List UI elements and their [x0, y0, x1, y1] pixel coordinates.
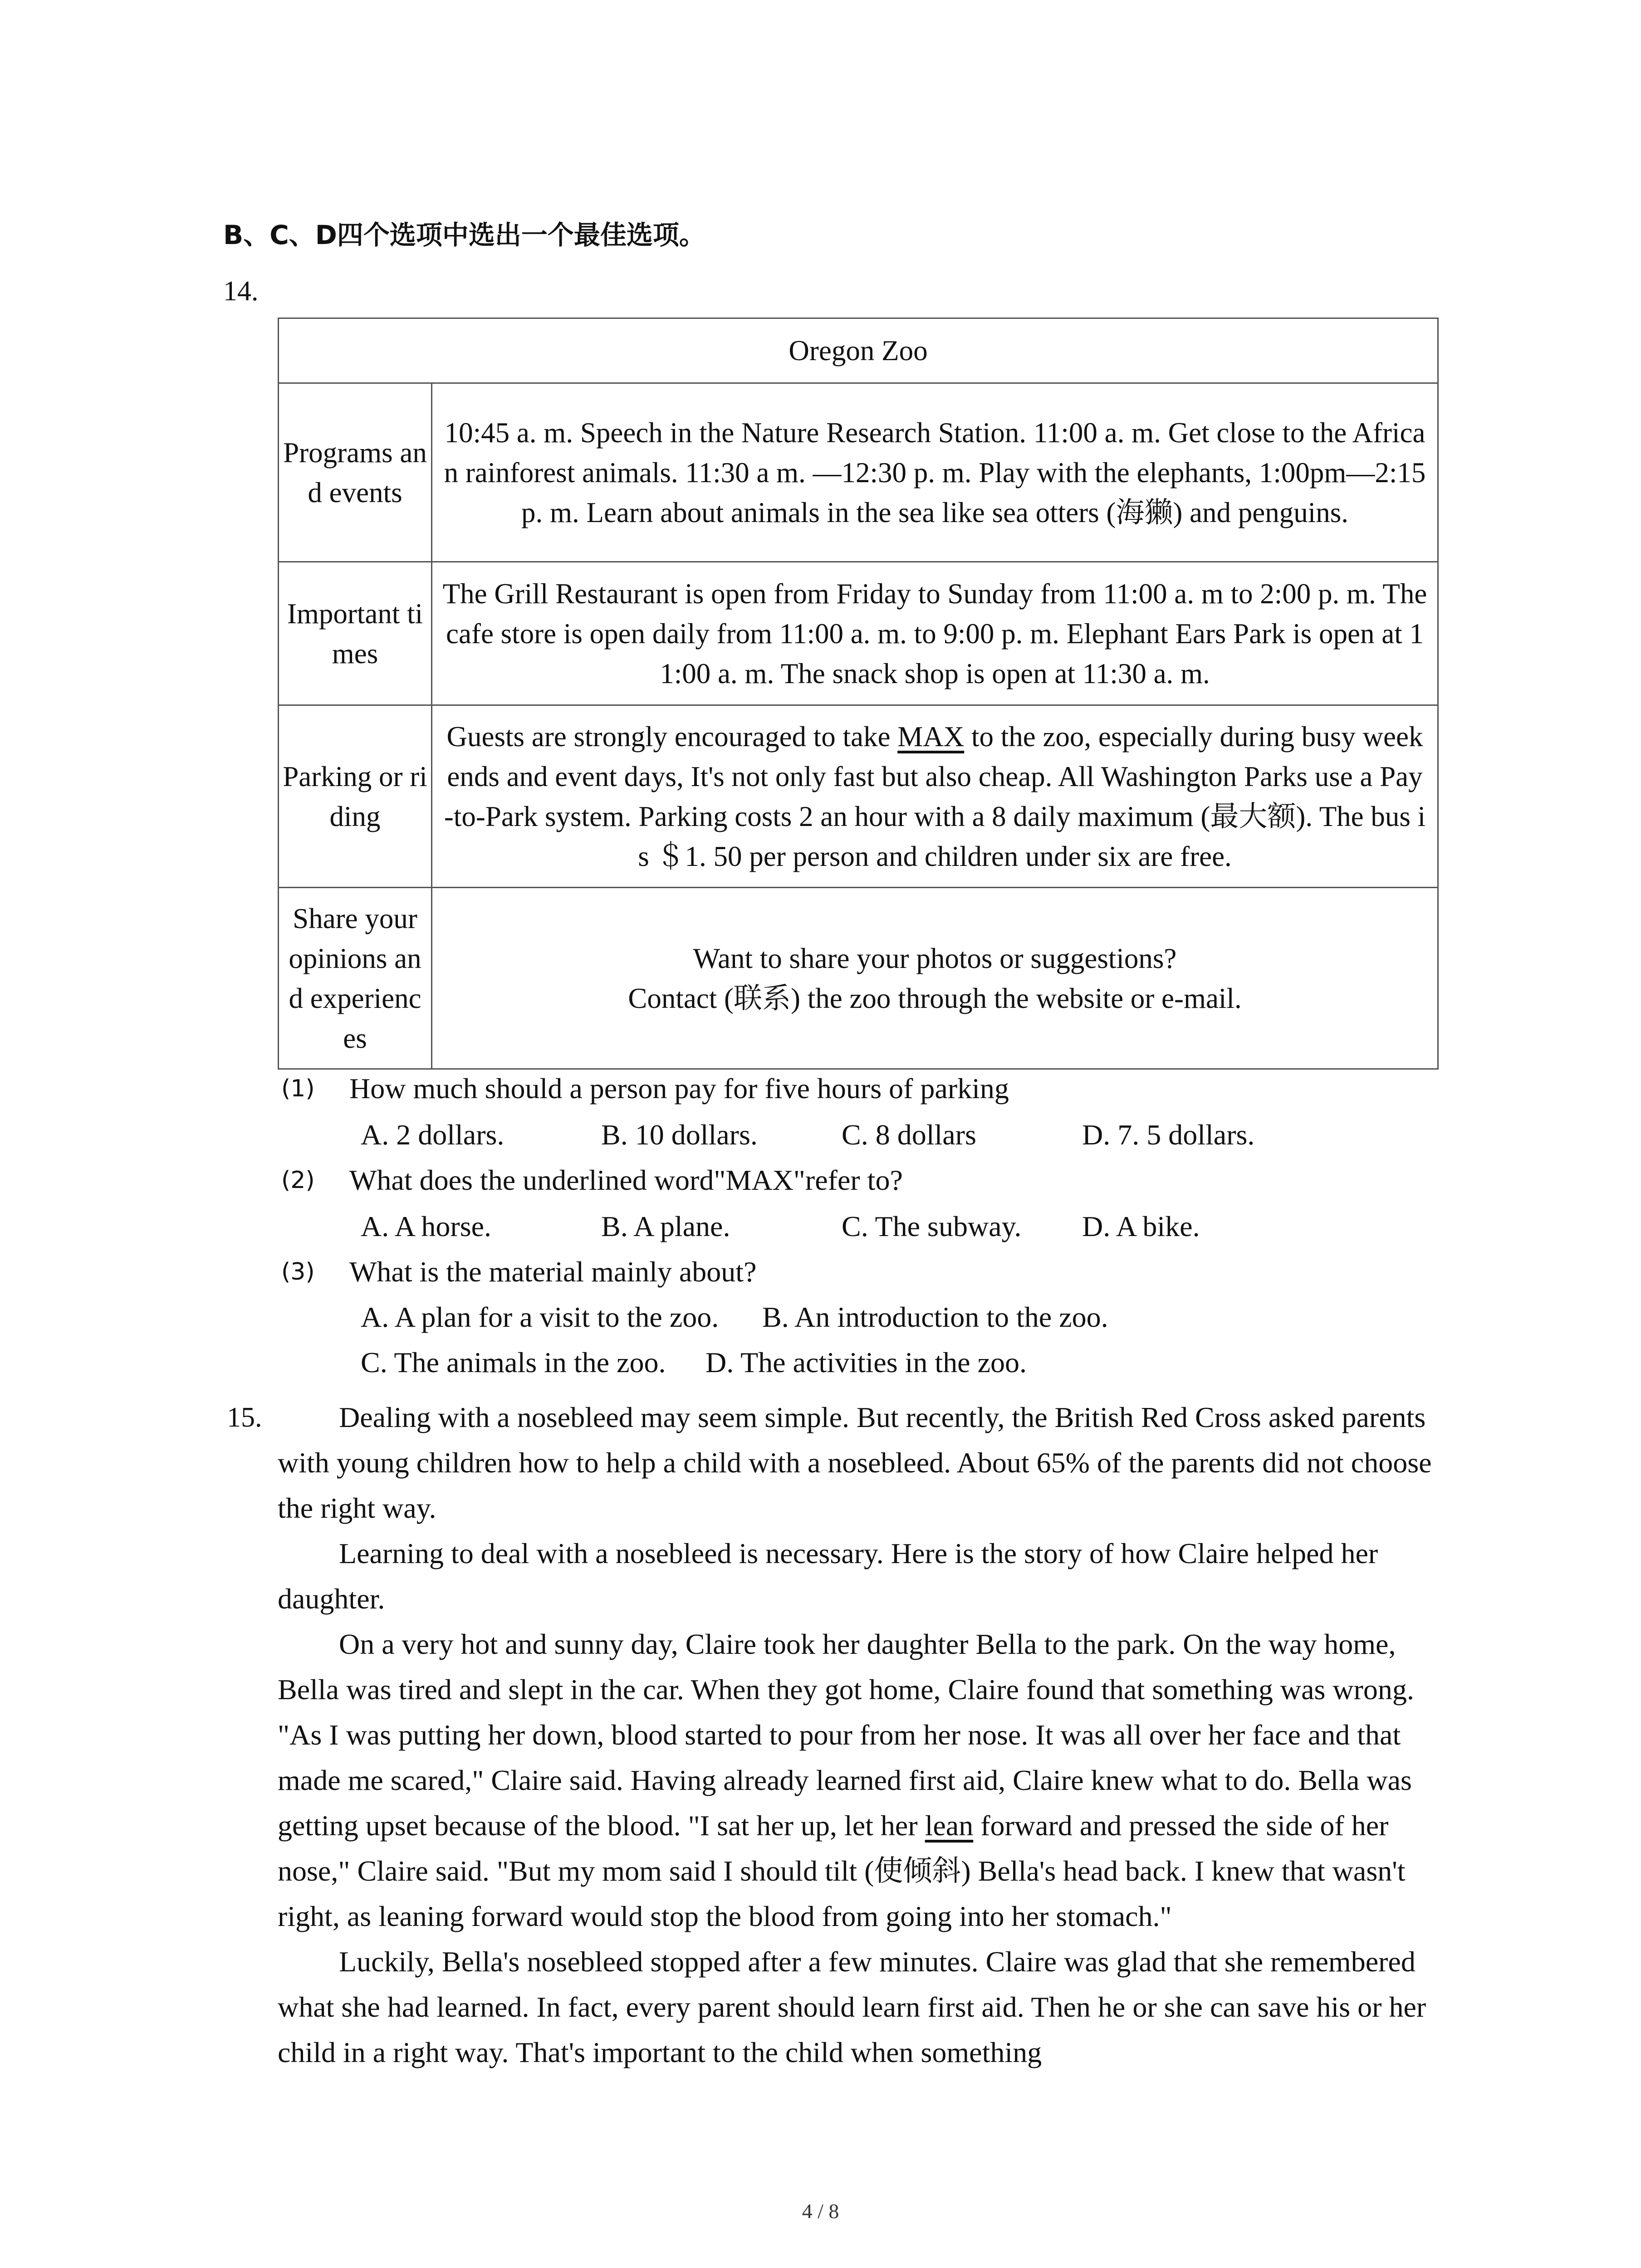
question-1-text: How much should a person pay for five hours of parking	[349, 1072, 1009, 1105]
question-2-mark: (2)	[281, 1167, 315, 1194]
passage-paragraph-3	[278, 1622, 1444, 1939]
question-2-option-a: A. A horse.	[361, 1210, 491, 1242]
passage-paragraph-4: Luckily, Bella's nosebleed stopped after a few minutes. Claire was glad that she remembered what she had learned. In fact, every parent should learn first aid. Then he or she can save his or her child in a right way. That's important to the child when something	[278, 1945, 1426, 2068]
question-2-option-b: B. A plane.	[601, 1210, 730, 1242]
paragraph-3-before: On a very hot and sunny day, Claire took her daughter Bella to the park. On the way home, Bella was tired and slept in the car. When they got home, Claire found that something was wrong. "As I was putting her down, blood started to pour from her nose. It was all over her face and that made me scared," Claire said. Having already learned first aid, Claire knew what to do. Bella was getting upset because of the blood. "I sat her up, let her	[278, 1628, 1414, 1842]
underlined-word-max: MAX	[897, 720, 965, 753]
row-label-share: Share your opinions and experiences	[279, 888, 432, 1069]
paragraph-3-after: forward and pressed the side of her nose," Claire said. "But my mom said I should tilt (使倾斜) Bella's head back. I knew that wasn't right, as leaning forward would stop the blood from going into her stomach."	[278, 1809, 1406, 1932]
nosebleed-passage	[278, 1395, 1444, 2075]
row-text-share	[432, 888, 1438, 1069]
question-3-option-c: C. The animals in the zoo.	[361, 1346, 666, 1378]
question-2-option-d: D. A bike.	[1082, 1210, 1200, 1242]
question-2-text: What does the underlined word"MAX"refer to?	[349, 1164, 903, 1196]
question-1-option-c: C. 8 dollars	[842, 1119, 976, 1151]
table-title: Oregon Zoo	[279, 318, 1438, 383]
question-3-mark: (3)	[281, 1258, 315, 1286]
parking-text-before: Guests are strongly encouraged to take	[446, 720, 898, 753]
question-1-option-b: B. 10 dollars.	[601, 1119, 758, 1151]
section-instruction: B、C、D四个选项中选出一个最佳选项。	[223, 220, 705, 250]
passage-paragraph-1: Dealing with a nosebleed may seem simple. But recently, the British Red Cross asked parents with young children how to help a child with a nosebleed. About 65% of the parents did not choose the right way.	[278, 1401, 1432, 1524]
question-3-text: What is the material mainly about?	[349, 1256, 757, 1288]
oregon-zoo-table	[278, 318, 1439, 1070]
question-1-mark: (1)	[281, 1075, 315, 1102]
share-line-2: Contact (联系) the zoo through the website or e-mail.	[628, 982, 1242, 1014]
question-2-option-c: C. The subway.	[842, 1210, 1022, 1242]
question-15-number: 15.	[227, 1402, 262, 1433]
question-1-option-a: A. 2 dollars.	[361, 1119, 505, 1151]
question-14-number: 14.	[223, 276, 259, 307]
page-number: 4 / 8	[802, 2200, 839, 2223]
passage-paragraph-2: Learning to deal with a nosebleed is necessary. Here is the story of how Claire helped her daughter.	[278, 1537, 1378, 1615]
underlined-word-lean: lean	[925, 1809, 974, 1842]
row-label-times: Important times	[279, 562, 432, 705]
question-3-option-d: D. The activities in the zoo.	[705, 1346, 1027, 1378]
parking-text-after: to the zoo, especially during busy weekends and event days, It's not only fast but also cheap. All Washington Parks use a Pay-to-Park system. Parking costs 2 an hour with a 8 daily maximum (最大额). The bus is ＄1. 50 per person and children under six are free.	[444, 720, 1426, 872]
question-1-option-d: D. 7. 5 dollars.	[1082, 1119, 1255, 1151]
share-line-1: Want to share your photos or suggestions?	[693, 942, 1177, 974]
question-3-option-a: A. A plan for a visit to the zoo.	[361, 1301, 719, 1333]
row-text-parking	[432, 705, 1438, 888]
row-text-times: The Grill Restaurant is open from Friday to Sunday from 11:00 a. m to 2:00 p. m. The cafe store is open daily from 11:00 a. m. to 9:00 p. m. Elephant Ears Park is open at 11:00 a. m. The snack shop is open at 11:30 a. m.	[432, 562, 1438, 705]
row-label-programs: Programs and events	[279, 383, 432, 562]
row-label-parking: Parking or riding	[279, 705, 432, 888]
row-text-programs: 10:45 a. m. Speech in the Nature Research Station. 11:00 a. m. Get close to the African rainforest animals. 11:30 a m. —12:30 p. m. Play with the elephants, 1:00pm—2:15 p. m. Learn about animals in the sea like sea otters (海獭) and penguins.	[432, 383, 1438, 562]
question-3-option-b: B. An introduction to the zoo.	[762, 1301, 1108, 1333]
